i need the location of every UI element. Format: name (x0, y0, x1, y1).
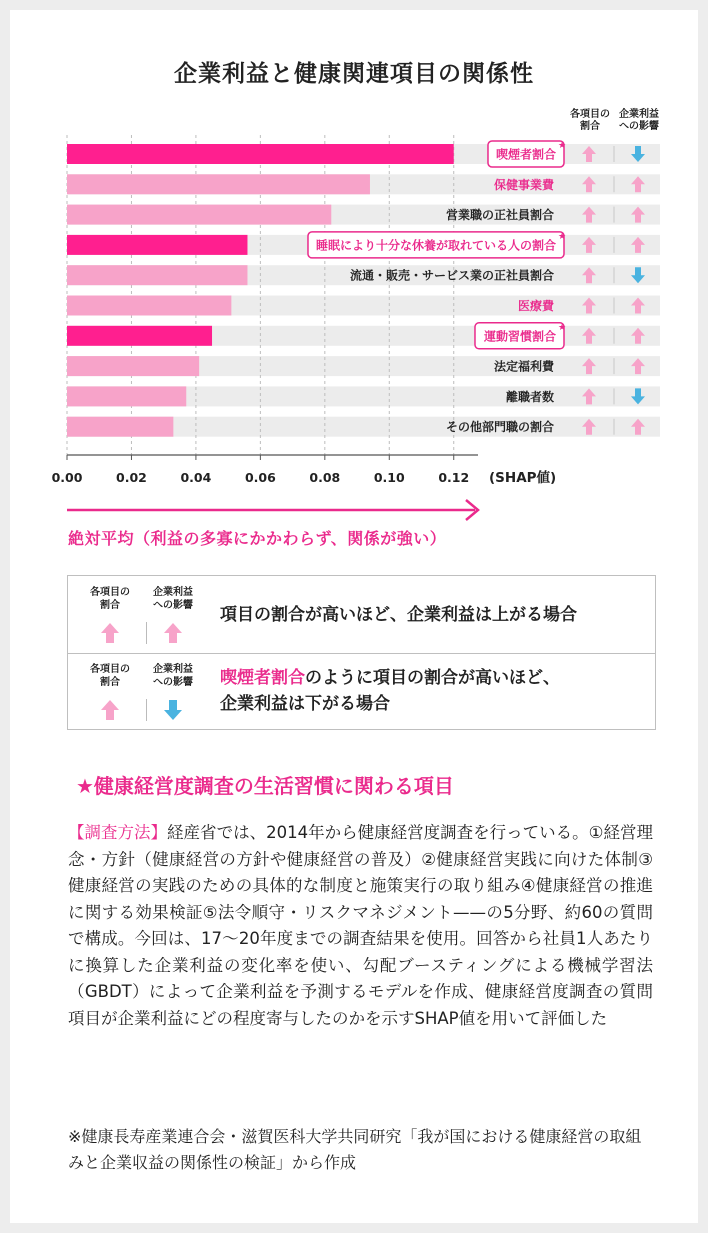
method-paragraph (68, 820, 653, 1032)
legend-ratio-head: 各項目の 割合 (90, 587, 130, 611)
star-icon: ★ (558, 322, 567, 333)
legend-highlight: 喫煙者割合 (220, 668, 305, 688)
legend-box (67, 575, 656, 730)
category-label: 営業職の正社員割合 (445, 208, 554, 223)
x-tick-label: 0.08 (309, 470, 341, 485)
x-tick-label: 0.02 (116, 470, 147, 485)
method-text: 経産省では、2014年から健康経営度調査を行っている。①経営理念・方針（健康経営の方針や健康経営の普及）②健康経営実践に向けた体制③健康経営の実践のための具体的な制度と施策実行の取り組み④健康経営の推進に関する効果検証⑤法令順守・リスクマネジメント——の5分野、約60の質問で構成。今回は、17〜20年度までの調査結果を使用。回答から社員1人あたりに換算した企業利益の変化率を使い、勾配ブースティングによる機械学習法（GBDT）によって企業利益を予測するモデルを作成、健康経営度調査の質問項目が企業利益にどの程度寄与したのかを示すSHAP値を用いて評価した (68, 823, 653, 1028)
category-label: 流通・販売・サービス業の正社員割合 (349, 268, 554, 283)
category-label: 運動習慣割合 (483, 329, 556, 344)
category-label: 睡眠により十分な休養が取れている人の割合 (315, 238, 556, 253)
legend-row1-text: 項目の割合が高いほど、企業利益は上がる場合 (220, 605, 577, 625)
bar (67, 235, 247, 255)
column-header-impact: 企業利益 への影響 (619, 109, 659, 132)
legend-row2-text (220, 665, 560, 717)
bar (67, 265, 247, 285)
x-axis-label: (SHAP値) (489, 470, 557, 486)
legend-divider (146, 622, 147, 644)
shap-note: 絶対平均（利益の多寡にかかわらず、関係が強い） (68, 529, 447, 548)
bar (67, 417, 173, 437)
star-icon: ★ (558, 231, 567, 242)
section-title: ★健康経営度調査の生活習慣に関わる項目 (76, 774, 454, 798)
category-label: 離職者数 (505, 389, 554, 404)
arrow-up-icon (100, 699, 120, 721)
arrow-up-icon (163, 622, 183, 644)
arrow-up-icon (100, 622, 120, 644)
category-label: 法定福利費 (493, 359, 554, 374)
x-tick-label: 0.10 (373, 470, 405, 485)
category-label: 喫煙者割合 (495, 147, 556, 162)
x-tick-label: 0.06 (244, 470, 276, 485)
bar (67, 296, 231, 316)
bar (67, 205, 331, 225)
category-label: 保健事業費 (493, 177, 554, 192)
arrow-down-icon (163, 699, 183, 721)
legend-impact-head: 企業利益 への影響 (153, 664, 193, 688)
x-tick-label: 0.12 (438, 470, 470, 485)
legend-row-up (68, 576, 655, 654)
legend-ratio-head: 各項目の 割合 (90, 664, 130, 688)
bar (67, 356, 199, 376)
bar (67, 144, 454, 164)
legend-row-down (68, 653, 655, 730)
bar (67, 174, 370, 194)
legend-divider (146, 699, 147, 721)
bar (67, 386, 186, 406)
page-title: 企業利益と健康関連項目の関係性 (174, 61, 534, 87)
bar (67, 326, 212, 346)
column-header-ratio: 各項目の 割合 (570, 109, 610, 132)
legend-impact-head: 企業利益 への影響 (153, 587, 193, 611)
legend-row2-line1: のように項目の割合が高いほど、 (305, 668, 560, 688)
category-label: 医療費 (517, 299, 554, 313)
x-tick-label: 0.04 (180, 470, 212, 485)
source-note: ※健康長寿産業連合会・滋賀医科大学共同研究「我が国における健康経営の取組みと企業収益の関係性の検証」から作成 (68, 1127, 642, 1172)
category-label: その他部門職の割合 (445, 420, 554, 435)
shap-bar-chart (0, 0, 708, 560)
method-tag: 【調査方法】 (68, 823, 168, 842)
star-icon: ★ (558, 141, 567, 151)
x-tick-label: 0.00 (51, 470, 83, 485)
legend-row2-line2: 企業利益は下がる場合 (220, 694, 390, 714)
